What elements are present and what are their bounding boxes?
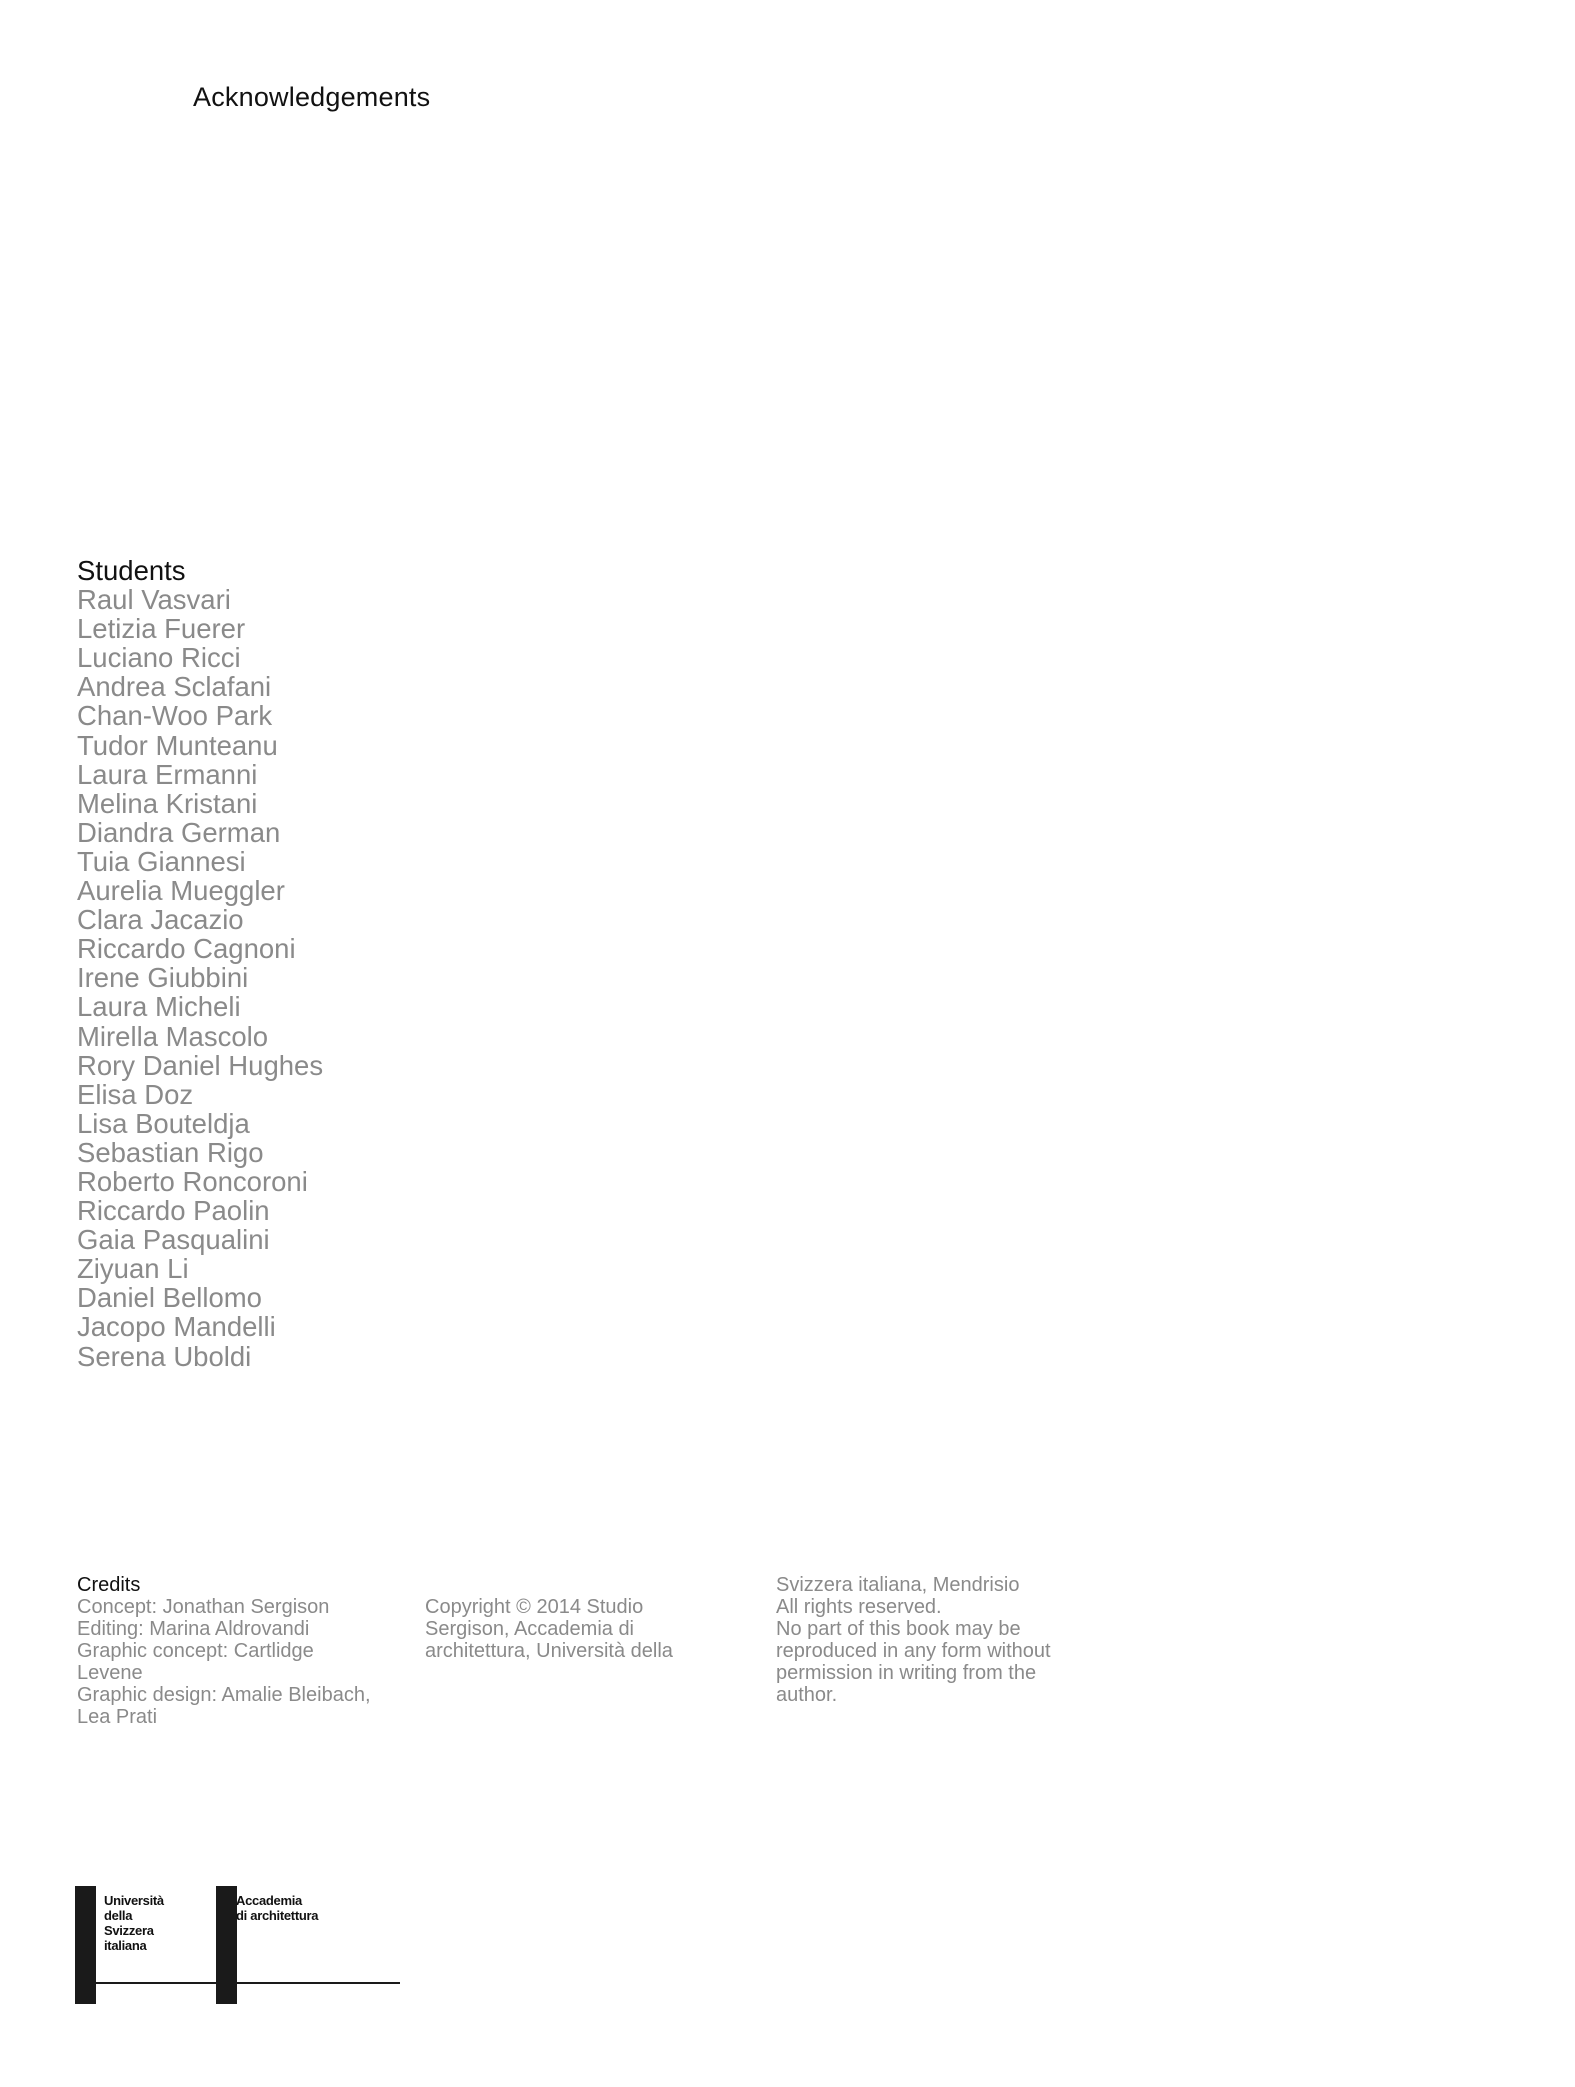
credit-line: Editing: Marina Aldrovandi xyxy=(77,1618,310,1640)
rights-line: All rights reserved. xyxy=(776,1596,942,1618)
student-name: Tudor Munteanu xyxy=(77,729,278,761)
student-name: Roberto Roncoroni xyxy=(77,1165,308,1197)
student-name: Raul Vasvari xyxy=(77,584,231,616)
university-logo-line: della xyxy=(104,1908,133,1923)
copyright-line: Copyright © 2014 Studio xyxy=(425,1596,644,1618)
logo-rule xyxy=(96,1982,400,1984)
academy-logo-line: Accademia xyxy=(236,1893,302,1908)
credits-column-1 xyxy=(77,1574,397,1728)
student-name: Chan-Woo Park xyxy=(77,700,273,732)
university-logo-line: Svizzera xyxy=(104,1923,154,1938)
student-name: Laura Ermanni xyxy=(77,758,258,790)
student-name: Clara Jacazio xyxy=(77,904,244,936)
copyright-line: Sergison, Accademia di xyxy=(425,1618,635,1640)
student-name: Riccardo Cagnoni xyxy=(77,933,296,965)
student-name: Andrea Sclafani xyxy=(77,671,272,703)
students-section xyxy=(77,556,323,1371)
rights-line: No part of this book may be xyxy=(776,1618,1021,1640)
credits-column-3 xyxy=(776,1574,1086,1706)
student-name: Ziyuan Li xyxy=(77,1253,189,1285)
credit-line: Graphic design: Amalie Bleibach, xyxy=(77,1684,371,1706)
student-name: Daniel Bellomo xyxy=(77,1282,262,1314)
logo-bar-left xyxy=(75,1886,96,2004)
student-name: Diandra German xyxy=(77,816,281,848)
institution-logo xyxy=(75,1886,400,2004)
rights-line: author. xyxy=(776,1684,838,1706)
student-name: Lisa Bouteldja xyxy=(77,1107,250,1139)
student-name: Gaia Pasqualini xyxy=(77,1224,270,1256)
student-name: Aurelia Mueggler xyxy=(77,875,285,907)
student-name: Irene Giubbini xyxy=(77,962,249,994)
credits-heading: Credits xyxy=(77,1574,141,1596)
rights-line: Svizzera italiana, Mendrisio xyxy=(776,1574,1020,1596)
academy-logo-text xyxy=(236,1893,318,1923)
student-name: Mirella Mascolo xyxy=(77,1020,269,1052)
page-title: Acknowledgements xyxy=(193,82,431,112)
university-logo-line: Università xyxy=(104,1893,164,1908)
student-name: Rory Daniel Hughes xyxy=(77,1049,324,1081)
rights-line: permission in writing from the xyxy=(776,1662,1037,1684)
academy-logo-line: di architettura xyxy=(236,1908,319,1923)
credits-column-2 xyxy=(425,1574,705,1662)
credit-line: Graphic concept: Cartlidge xyxy=(77,1640,314,1662)
student-name: Elisa Doz xyxy=(77,1078,194,1110)
credit-line: Concept: Jonathan Sergison xyxy=(77,1596,330,1618)
student-list xyxy=(77,585,323,1371)
logo-bar-right xyxy=(216,1886,237,2004)
student-name: Luciano Ricci xyxy=(77,642,241,674)
students-heading: Students xyxy=(77,555,186,586)
copyright-spacer xyxy=(425,1574,705,1596)
student-name: Jacopo Mandelli xyxy=(77,1311,276,1343)
student-name: Laura Micheli xyxy=(77,991,241,1023)
copyright-line: architettura, Università della xyxy=(425,1640,673,1662)
student-name: Letizia Fuerer xyxy=(77,613,246,645)
credit-line: Levene xyxy=(77,1662,143,1684)
student-name: Tuia Giannesi xyxy=(77,845,246,877)
student-name: Riccardo Paolin xyxy=(77,1195,270,1227)
credit-line: Lea Prati xyxy=(77,1706,158,1728)
student-name: Melina Kristani xyxy=(77,787,258,819)
university-logo-text xyxy=(104,1893,164,1953)
rights-line: reproduced in any form without xyxy=(776,1640,1051,1662)
student-name: Sebastian Rigo xyxy=(77,1136,264,1168)
university-logo-line: italiana xyxy=(104,1938,147,1953)
student-name: Serena Uboldi xyxy=(77,1340,252,1372)
